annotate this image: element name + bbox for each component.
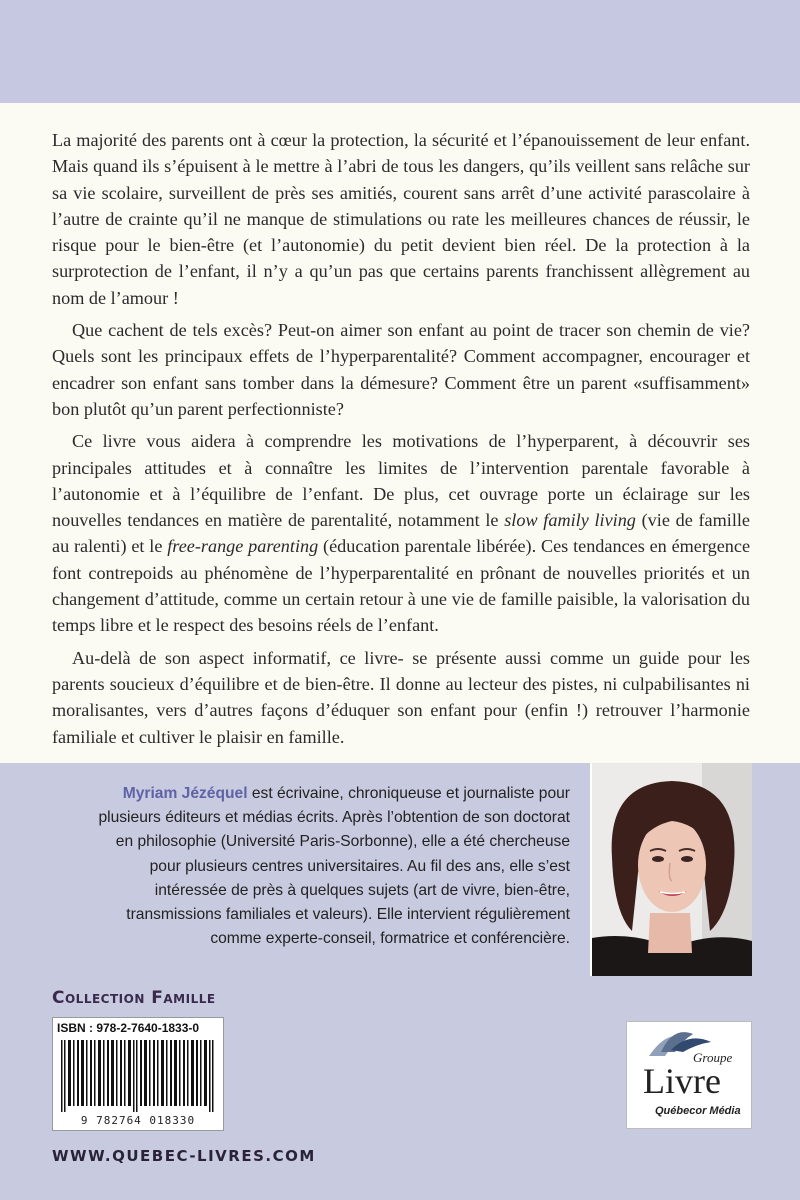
book-pages-icon xyxy=(627,1022,751,1062)
author-portrait-image xyxy=(592,763,752,976)
paragraph-3-part-1: Ce livre vous aidera à comprendre les motivations de l’hyperparent, à découvrir ses principales attitudes et à connaître les limites de l’intervention parentale favorable à l’autonomie et à l’équilibre de l’enfant. De plus, cet ouvrage porte un éclairage sur les nouvelles tendances en matière de parentalité, notamment le xyxy=(52,431,750,531)
publisher-groupe: Groupe xyxy=(693,1050,733,1065)
description-paragraph-1: La majorité des parents ont à cœur la protection, la sécurité et l’épanouissement de leur enfant. Mais quand ils s’épuisent à le mettre à l’abri de tous les dangers, qu’ils veillent sans relâche sur sa vie scolaire, surveillent de près ses amitiés, courent sans arrêt d’une activité parascolaire à l’autre de crainte qu’il ne manque de stimulations ou rate les meilleures chances de réussir, le risque pour le bien-être (et l’autonomie) du petit devient bien réel. De la protection à la surprotection de l’enfant, il n’y a qu’un pas que certains parents franchissent allègrement au nom de l’amour ! xyxy=(52,130,750,308)
barcode-digits: 9 782764 018330 xyxy=(80,1114,196,1127)
book-description xyxy=(52,127,750,756)
paragraph-3-part-2: (vie de famille au ralenti) et le xyxy=(52,510,750,557)
slow-family-living-term: slow family living xyxy=(504,510,636,531)
top-color-band xyxy=(0,0,800,103)
description-paragraph-2: Que cachent de tels excès? Peut-on aimer son enfant au point de tracer son chemin de vie? Quels sont les principaux effets de l’hyperparentalité? Comment accompagner, encourager et encadrer son enfant sans tomber dans la démesure? Comment être un parent «suffisamment» bon plutôt qu’un parent perfectionniste? xyxy=(52,320,750,419)
author-bio-text: est écrivaine, chroniqueuse et journaliste pour plusieurs éditeurs et médias écrits. Après l’obtention de son doctorat en philosophie (Université Paris-Sorbonne), elle a été chercheuse pour plusieurs centres universitaires. Au fil des ans, elle s’est intéressée de près à quelques sujets (art de vivre, bien-être, transmissions familiales et valeurs). Elle intervient régulièrement comme experte-conseil, formatrice et conférencière. xyxy=(98,785,570,948)
barcode-bars xyxy=(59,1040,217,1112)
website-url: WWW.QUEBEC-LIVRES.COM xyxy=(52,1147,316,1165)
publisher-livre: Livre xyxy=(643,1061,721,1101)
publisher-subtitle: Québecor Média xyxy=(655,1105,741,1117)
description-paragraph-3 xyxy=(52,428,750,638)
publisher-logo xyxy=(626,1021,752,1129)
isbn-number: ISBN : 978-2-7640-1833-0 xyxy=(57,1021,200,1035)
collection-title: Collection Famille xyxy=(52,988,216,1008)
description-paragraph-4: Au-delà de son aspect informatif, ce livre- se présente aussi comme un guide pour les parents soucieux d’équilibre et de bien-être. Il donne au lecteur des pistes, ni culpabilisantes ni moralisantes, vers d’autres façons d’éduquer son enfant pour (enfin !) retrouver l’harmonie familiale et cultiver le plaisir en famille. xyxy=(52,647,750,747)
author-bio xyxy=(88,782,570,951)
free-range-parenting-term: free-range parenting xyxy=(167,536,319,557)
author-name: Myriam Jézéquel xyxy=(122,785,248,802)
paragraph-3-part-3: (éducation parentale libérée). Ces tendances en émergence font contrepoids au phénomène de l’hyperparentalité en prônant de nouvelles priorités et un changement d’attitude, comme un certain retour à une vie de famille paisible, la valorisation du temps libre et le respect des besoins réels de l’enfant. xyxy=(52,536,751,636)
author-photo xyxy=(590,763,752,976)
isbn-barcode xyxy=(52,1017,224,1131)
